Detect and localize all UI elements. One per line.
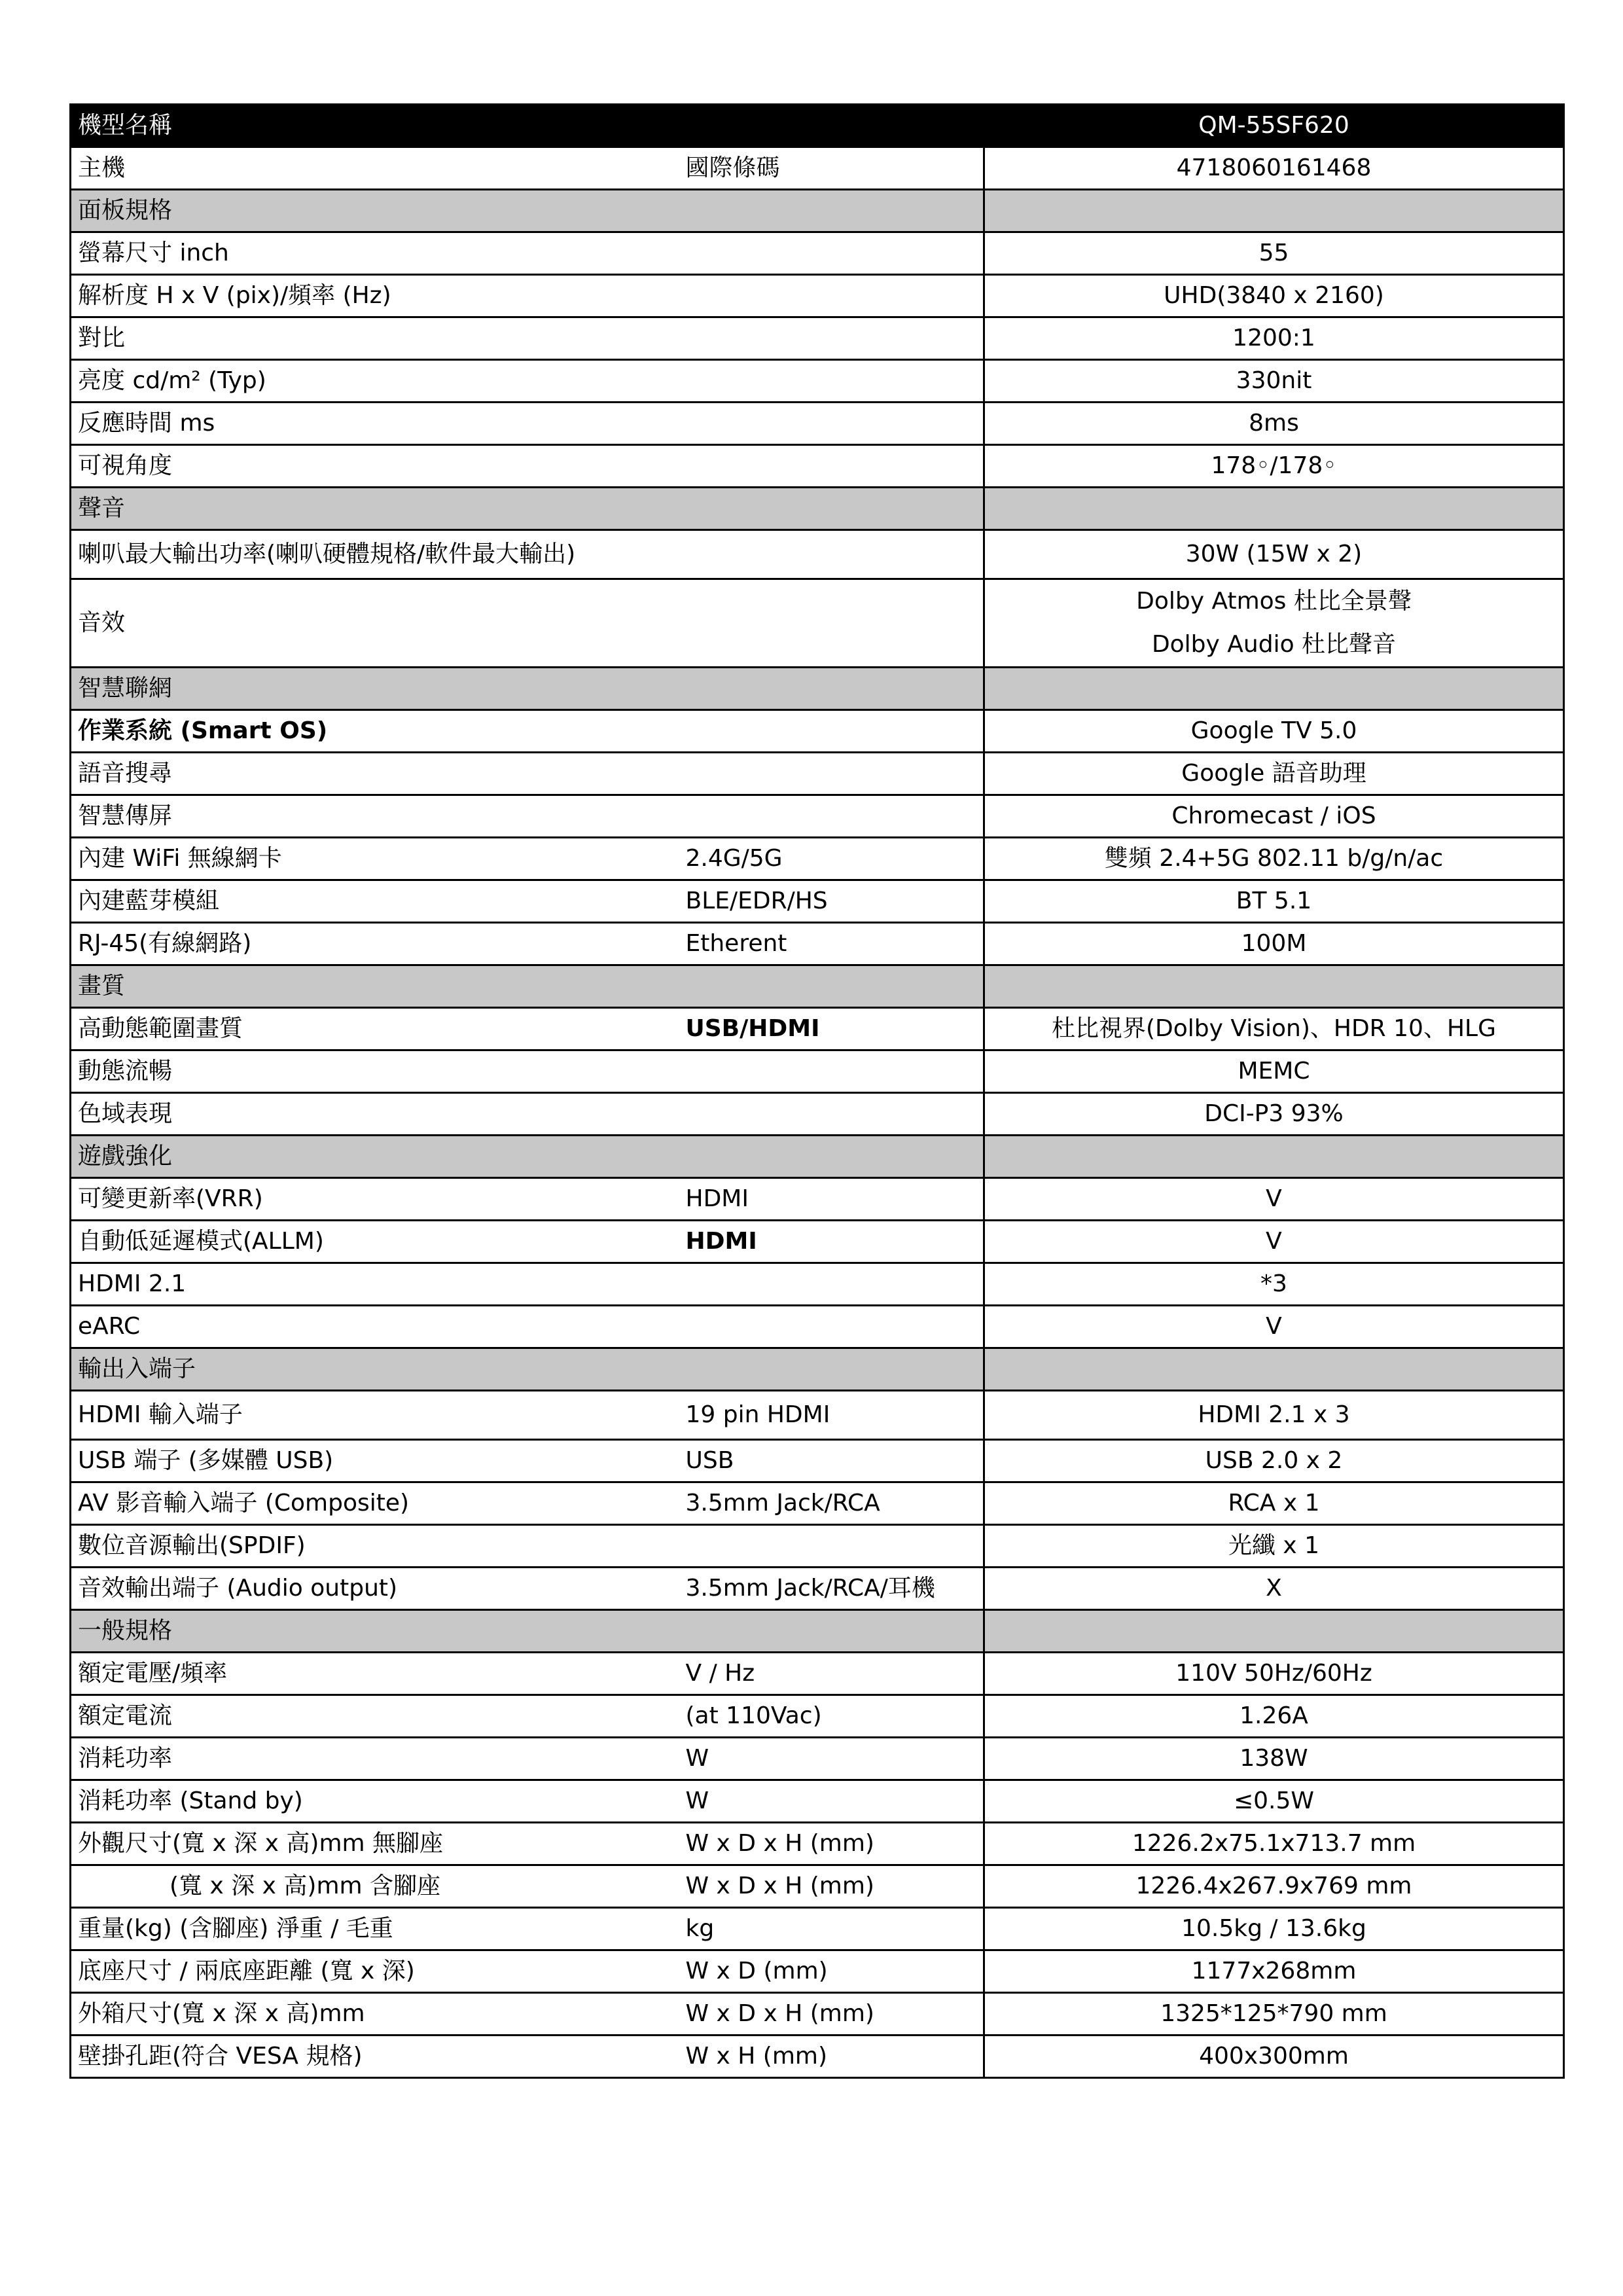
spec-name: 智慧傳屏 xyxy=(71,795,679,838)
section-title: 聲音 xyxy=(71,488,984,530)
spec-name: 螢幕尺寸 inch xyxy=(71,232,679,275)
spec-unit: W x D x H (mm) xyxy=(679,1993,984,2036)
spec-unit: HDMI xyxy=(679,1221,984,1263)
spec-unit xyxy=(679,1525,984,1568)
spec-value: HDMI 2.1 x 3 xyxy=(984,1391,1564,1440)
spec-unit: Etherent xyxy=(679,923,984,965)
spec-row xyxy=(71,880,1564,923)
spec-value: V xyxy=(984,1221,1564,1263)
spec-row xyxy=(71,710,1564,753)
spec-row xyxy=(71,147,1564,190)
section-value-cell xyxy=(984,190,1564,232)
spec-row xyxy=(71,445,1564,488)
spec-name: 數位音源輸出(SPDIF) xyxy=(71,1525,679,1568)
section-header-row xyxy=(71,965,1564,1008)
spec-unit xyxy=(679,317,984,360)
spec-row xyxy=(71,923,1564,965)
spec-row xyxy=(71,1525,1564,1568)
spec-value: 10.5kg / 13.6kg xyxy=(984,1908,1564,1950)
spec-name: 對比 xyxy=(71,317,679,360)
section-header-row xyxy=(71,1136,1564,1178)
spec-table xyxy=(69,103,1565,2079)
spec-value: 1325*125*790 mm xyxy=(984,1993,1564,2036)
spec-name: 語音搜尋 xyxy=(71,753,679,795)
spec-value: 1177x268mm xyxy=(984,1950,1564,1993)
spec-row xyxy=(71,1306,1564,1348)
section-header-row xyxy=(71,1610,1564,1653)
spec-row xyxy=(71,838,1564,880)
spec-row xyxy=(71,795,1564,838)
spec-value: RCA x 1 xyxy=(984,1482,1564,1525)
spec-name: 可變更新率(VRR) xyxy=(71,1178,679,1221)
spec-unit xyxy=(679,710,984,753)
section-header-row xyxy=(71,190,1564,232)
spec-unit: W xyxy=(679,1780,984,1823)
section-header-row xyxy=(71,1348,1564,1391)
spec-name: 作業系統 (Smart OS) xyxy=(71,710,679,753)
spec-row xyxy=(71,1221,1564,1263)
spec-unit: V / Hz xyxy=(679,1653,984,1695)
spec-row xyxy=(71,1263,1564,1306)
spec-row xyxy=(71,1738,1564,1780)
spec-row xyxy=(71,1093,1564,1136)
spec-row xyxy=(71,232,1564,275)
spec-row xyxy=(71,1865,1564,1908)
spec-name: 消耗功率 xyxy=(71,1738,679,1780)
spec-row xyxy=(71,2036,1564,2078)
spec-row xyxy=(71,579,1564,668)
spec-unit xyxy=(679,1093,984,1136)
spec-name: 額定電壓/頻率 xyxy=(71,1653,679,1695)
spec-unit: 2.4G/5G xyxy=(679,838,984,880)
section-value-cell xyxy=(984,965,1564,1008)
section-value-cell xyxy=(984,488,1564,530)
spec-value: 55 xyxy=(984,232,1564,275)
spec-value: MEMC xyxy=(984,1050,1564,1093)
spec-row xyxy=(71,1780,1564,1823)
spec-unit: kg xyxy=(679,1908,984,1950)
spec-unit: W x D (mm) xyxy=(679,1950,984,1993)
spec-name: 喇叭最大輸出功率(喇叭硬體規格/軟件最大輸出) xyxy=(71,530,679,579)
spec-name: RJ-45(有線網路) xyxy=(71,923,679,965)
spec-value: 138W xyxy=(984,1738,1564,1780)
section-title: 畫質 xyxy=(71,965,984,1008)
spec-row xyxy=(71,1568,1564,1610)
spec-unit: W xyxy=(679,1738,984,1780)
spec-name: 音效輸出端子 (Audio output) xyxy=(71,1568,679,1610)
spec-row xyxy=(71,753,1564,795)
spec-value: 330nit xyxy=(984,360,1564,403)
spec-value: 雙頻 2.4+5G 802.11 b/g/n/ac xyxy=(984,838,1564,880)
spec-value: Google 語音助理 xyxy=(984,753,1564,795)
spec-value: X xyxy=(984,1568,1564,1610)
spec-name: 重量(kg) (含腳座) 淨重 / 毛重 xyxy=(71,1908,679,1950)
spec-value: DCI-P3 93% xyxy=(984,1093,1564,1136)
spec-row xyxy=(71,1391,1564,1440)
model-label: 機型名稱 xyxy=(71,105,679,147)
spec-name: HDMI 2.1 xyxy=(71,1263,679,1306)
spec-row xyxy=(71,1178,1564,1221)
spec-value: 杜比視界(Dolby Vision)、HDR 10、HLG xyxy=(984,1008,1564,1050)
spec-row xyxy=(71,360,1564,403)
spec-value: ≤0.5W xyxy=(984,1780,1564,1823)
model-header-row xyxy=(71,105,1564,147)
spec-value: V xyxy=(984,1178,1564,1221)
spec-unit: 國際條碼 xyxy=(679,147,984,190)
spec-name: 壁掛孔距(符合 VESA 規格) xyxy=(71,2036,679,2078)
spec-value-multiline xyxy=(984,579,1564,668)
spec-value: 1.26A xyxy=(984,1695,1564,1738)
spec-unit xyxy=(679,795,984,838)
spec-value: 400x300mm xyxy=(984,2036,1564,2078)
spec-name: HDMI 輸入端子 xyxy=(71,1391,679,1440)
spec-value: Google TV 5.0 xyxy=(984,710,1564,753)
spec-row xyxy=(71,1823,1564,1865)
spec-row xyxy=(71,1008,1564,1050)
spec-name: 反應時間 ms xyxy=(71,403,679,445)
section-value-cell xyxy=(984,1610,1564,1653)
section-value-cell xyxy=(984,1136,1564,1178)
spec-value: 4718060161468 xyxy=(984,147,1564,190)
spec-unit: 3.5mm Jack/RCA xyxy=(679,1482,984,1525)
spec-row xyxy=(71,403,1564,445)
spec-unit xyxy=(679,1306,984,1348)
spec-value: 30W (15W x 2) xyxy=(984,530,1564,579)
spec-value: *3 xyxy=(984,1263,1564,1306)
section-title: 面板規格 xyxy=(71,190,984,232)
spec-row xyxy=(71,1908,1564,1950)
spec-name: 亮度 cd/m² (Typ) xyxy=(71,360,679,403)
spec-table-body xyxy=(71,105,1564,2078)
spec-name: 外觀尺寸(寬 x 深 x 高)mm 無腳座 xyxy=(71,1823,679,1865)
spec-unit xyxy=(679,403,984,445)
spec-row xyxy=(71,1653,1564,1695)
spec-value: 1226.2x75.1x713.7 mm xyxy=(984,1823,1564,1865)
section-title: 一般規格 xyxy=(71,1610,984,1653)
spec-value-line-2: Dolby Audio 杜比聲音 xyxy=(1151,631,1397,658)
spec-row xyxy=(71,1993,1564,2036)
spec-name: 可視角度 xyxy=(71,445,679,488)
spec-value: V xyxy=(984,1306,1564,1348)
spec-name: 內建 WiFi 無線網卡 xyxy=(71,838,679,880)
section-title: 輸出入端子 xyxy=(71,1348,984,1391)
section-header-row xyxy=(71,668,1564,710)
spec-value: 8ms xyxy=(984,403,1564,445)
spec-row xyxy=(71,1695,1564,1738)
spec-name: 音效 xyxy=(71,579,679,668)
spec-unit: W x H (mm) xyxy=(679,2036,984,2078)
spec-value-line-1: Dolby Atmos 杜比全景聲 xyxy=(1136,588,1412,615)
spec-name: 動態流暢 xyxy=(71,1050,679,1093)
spec-name: AV 影音輸入端子 (Composite) xyxy=(71,1482,679,1525)
spec-name: 底座尺寸 / 兩底座距離 (寬 x 深) xyxy=(71,1950,679,1993)
section-value-cell xyxy=(984,1348,1564,1391)
spec-value: 100M xyxy=(984,923,1564,965)
spec-unit xyxy=(679,445,984,488)
section-value-cell xyxy=(984,668,1564,710)
spec-value: USB 2.0 x 2 xyxy=(984,1440,1564,1482)
spec-row xyxy=(71,1440,1564,1482)
spec-unit: USB xyxy=(679,1440,984,1482)
spec-unit xyxy=(679,360,984,403)
spec-name: eARC xyxy=(71,1306,679,1348)
spec-value: 178◦/178◦ xyxy=(984,445,1564,488)
spec-row xyxy=(71,530,1564,579)
spec-row xyxy=(71,317,1564,360)
spec-value: Chromecast / iOS xyxy=(984,795,1564,838)
spec-value: UHD(3840 x 2160) xyxy=(984,275,1564,317)
spec-unit xyxy=(679,1050,984,1093)
spec-row xyxy=(71,1050,1564,1093)
spec-name: 內建藍芽模組 xyxy=(71,880,679,923)
spec-unit xyxy=(679,1263,984,1306)
spec-name: 解析度 H x V (pix)/頻率 (Hz) xyxy=(71,275,679,317)
spec-value: 110V 50Hz/60Hz xyxy=(984,1653,1564,1695)
spec-unit: HDMI xyxy=(679,1178,984,1221)
spec-unit: BLE/EDR/HS xyxy=(679,880,984,923)
section-title: 智慧聯網 xyxy=(71,668,984,710)
spec-name: USB 端子 (多媒體 USB) xyxy=(71,1440,679,1482)
spec-unit: 19 pin HDMI xyxy=(679,1391,984,1440)
spec-value: BT 5.1 xyxy=(984,880,1564,923)
spec-row xyxy=(71,275,1564,317)
section-title: 遊戲強化 xyxy=(71,1136,984,1178)
spec-name: 自動低延遲模式(ALLM) xyxy=(71,1221,679,1263)
spec-name: 主機 xyxy=(71,147,679,190)
spec-unit xyxy=(679,579,984,668)
spec-row xyxy=(71,1950,1564,1993)
spec-unit: W x D x H (mm) xyxy=(679,1823,984,1865)
spec-name: 額定電流 xyxy=(71,1695,679,1738)
section-header-row xyxy=(71,488,1564,530)
spec-name: 高動態範圍畫質 xyxy=(71,1008,679,1050)
spec-unit xyxy=(679,753,984,795)
spec-row xyxy=(71,1482,1564,1525)
model-header-spacer xyxy=(679,105,984,147)
spec-unit xyxy=(679,530,984,579)
spec-name: 外箱尺寸(寬 x 深 x 高)mm xyxy=(71,1993,679,2036)
spec-name: (寬 x 深 x 高)mm 含腳座 xyxy=(71,1865,679,1908)
spec-unit: 3.5mm Jack/RCA/耳機 xyxy=(679,1568,984,1610)
spec-unit: USB/HDMI xyxy=(679,1008,984,1050)
spec-name: 色域表現 xyxy=(71,1093,679,1136)
spec-name: 消耗功率 (Stand by) xyxy=(71,1780,679,1823)
spec-value: 1200:1 xyxy=(984,317,1564,360)
spec-unit: (at 110Vac) xyxy=(679,1695,984,1738)
spec-value: 光纖 x 1 xyxy=(984,1525,1564,1568)
spec-unit xyxy=(679,232,984,275)
spec-value: 1226.4x267.9x769 mm xyxy=(984,1865,1564,1908)
spec-unit xyxy=(679,275,984,317)
spec-unit: W x D x H (mm) xyxy=(679,1865,984,1908)
model-number: QM-55SF620 xyxy=(984,105,1564,147)
